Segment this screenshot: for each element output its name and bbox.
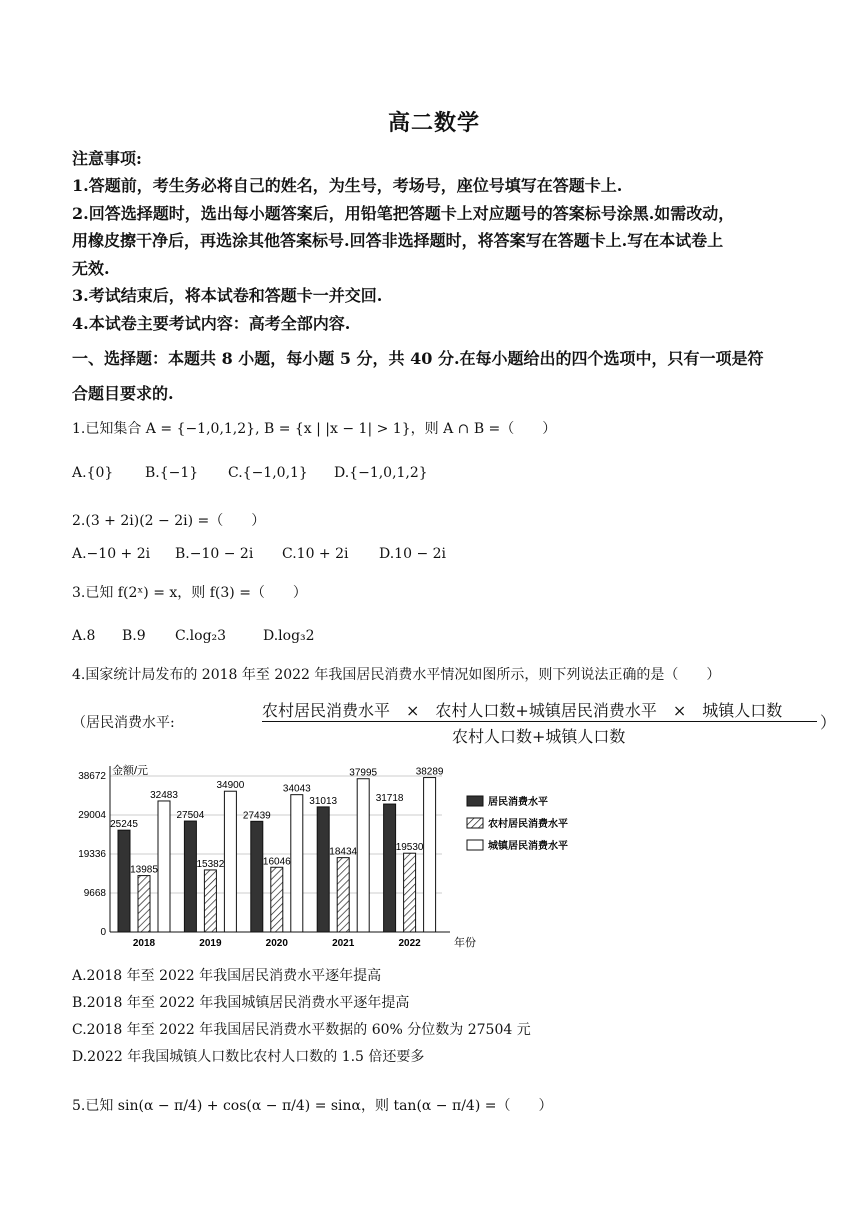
- data-label: 38289: [415, 766, 444, 778]
- data-label: 18434: [329, 846, 358, 858]
- data-label: 27439: [242, 810, 271, 822]
- x-tick-label: 2021: [332, 938, 355, 949]
- x-axis-label: 年份: [454, 937, 476, 949]
- page-title: 高二数学: [387, 110, 480, 136]
- q1-option-c: C.{−1,0,1}: [228, 465, 308, 481]
- section-heading: 一、选择题：本题共 8 小题，每小题 5 分，共 40 分.在每小题给出的四个选项中，只有一项是符: [72, 349, 764, 368]
- bar: [118, 830, 130, 932]
- q2-option-c: C.10 + 2i: [282, 546, 349, 562]
- question-4-stem: 4.国家统计局发布的 2018 年至 2022 年我国居民消费水平情况如图所示，则下列说法正确的是（ ）: [72, 667, 721, 683]
- formula-prefix: （居民消费水平:: [72, 715, 175, 731]
- bar: [357, 779, 369, 932]
- bar: [291, 795, 303, 932]
- data-label: 16046: [262, 856, 291, 868]
- data-label: 37995: [349, 767, 378, 779]
- question-5-stem: 5.已知 sin(α − π/4) + cos(α − π/4) = sinα，则 tan(α − π/4) =（ ）: [72, 1098, 553, 1114]
- bar: [337, 858, 349, 932]
- q2-option-d: D.10 − 2i: [379, 546, 447, 562]
- q4-option-a: A.2018 年至 2022 年我国居民消费水平逐年提高: [72, 968, 382, 984]
- consumption-formula: [72, 698, 837, 746]
- data-label: 32483: [150, 789, 178, 801]
- q3-option-a: A.8: [72, 628, 96, 644]
- x-tick-label: 2019: [199, 938, 222, 949]
- x-tick-label: 2022: [398, 938, 421, 949]
- bar: [251, 821, 263, 932]
- notice-heading: 注意事项:: [72, 149, 142, 168]
- data-label: 31013: [309, 795, 338, 807]
- notice-item-2-end: 无效.: [72, 259, 110, 278]
- q4-option-b: B.2018 年至 2022 年我国城镇居民消费水平逐年提高: [72, 995, 410, 1011]
- bar: [404, 853, 416, 932]
- formula-suffix: ）: [820, 713, 837, 732]
- section-heading-cont: 合题目要求的.: [72, 384, 174, 403]
- legend-swatch: [467, 796, 483, 806]
- bar: [184, 821, 196, 932]
- consumption-bar-chart: [72, 760, 632, 960]
- data-label: 34900: [216, 780, 245, 792]
- y-tick-label: 0: [100, 927, 106, 938]
- bar: [424, 778, 436, 932]
- data-label: 19530: [395, 842, 424, 854]
- q1-option-a: A.{0}: [72, 465, 114, 481]
- bar: [204, 870, 216, 932]
- q1-option-d: D.{−1,0,1,2}: [334, 465, 428, 481]
- q2-option-b: B.−10 − 2i: [175, 546, 254, 562]
- notice-item-2: 2.回答选择题时，选出每小题答案后，用铅笔把答题卡上对应题号的答案标号涂黑.如需改动，: [72, 204, 735, 223]
- bar: [384, 804, 396, 932]
- data-label: 25245: [110, 819, 138, 831]
- notice-item-4: 4.本试卷主要考试内容：高考全部内容.: [72, 314, 351, 333]
- data-label: 15382: [196, 858, 225, 870]
- y-axis-label: 金额/元: [112, 765, 149, 777]
- q4-option-d: D.2022 年我国城镇人口数比农村人口数的 1.5 倍还要多: [72, 1049, 425, 1065]
- data-label: 31718: [375, 793, 404, 805]
- bar: [224, 791, 236, 932]
- legend-label: 城镇居民消费水平: [488, 841, 568, 852]
- q3-option-d: D.log₃2: [263, 628, 315, 644]
- formula-numerator: 农村居民消费水平 × 农村人口数+城镇居民消费水平 × 城镇人口数: [262, 701, 783, 720]
- legend-label: 居民消费水平: [488, 797, 548, 808]
- bar: [138, 876, 150, 932]
- data-label: 27504: [176, 810, 205, 822]
- y-tick-label: 19336: [78, 849, 106, 860]
- data-label: 34043: [282, 783, 311, 795]
- q2-option-a: A.−10 + 2i: [72, 546, 151, 562]
- q3-option-c: C.log₂3: [175, 628, 227, 644]
- legend-swatch: [467, 818, 483, 828]
- question-3-stem: 3.已知 f(2ˣ) = x，则 f(3) =（ ）: [72, 585, 307, 601]
- legend-label: 农村居民消费水平: [488, 819, 568, 830]
- q4-option-c: C.2018 年至 2022 年我国居民消费水平数据的 60% 分位数为 27504 元: [72, 1022, 531, 1038]
- y-tick-label: 29004: [78, 810, 106, 821]
- data-label: 13985: [130, 864, 158, 876]
- bar: [158, 801, 170, 932]
- formula-denominator: 农村人口数+城镇人口数: [452, 727, 626, 746]
- legend-swatch: [467, 840, 483, 850]
- bar: [271, 867, 283, 932]
- x-tick-label: 2018: [132, 938, 156, 949]
- y-tick-label: 38672: [78, 771, 106, 782]
- x-tick-label: 2020: [265, 938, 288, 949]
- question-1-stem: 1.已知集合 A = {−1,0,1,2}, B = {x | |x − 1| > 1}，则 A ∩ B =（ ）: [72, 421, 557, 437]
- q3-option-b: B.9: [122, 628, 146, 644]
- notice-item-1: 1.答题前，考生务必将自己的姓名，为生号，考场号，座位号填写在答题卡上.: [72, 176, 623, 195]
- q1-option-b: B.{−1}: [145, 465, 199, 481]
- fraction-bar: [262, 721, 817, 722]
- y-tick-label: 9668: [83, 888, 106, 899]
- bar: [317, 807, 329, 932]
- notice-item-3: 3.考试结束后，将本试卷和答题卡一并交回.: [72, 286, 383, 305]
- notice-item-2-cont: 用橡皮擦干净后，再选涂其他答案标号.回答非选择题时，将答案写在答题卡上.写在本试卷上: [72, 231, 724, 250]
- question-2-stem: 2.(3 + 2i)(2 − 2i) =（ ）: [72, 513, 266, 529]
